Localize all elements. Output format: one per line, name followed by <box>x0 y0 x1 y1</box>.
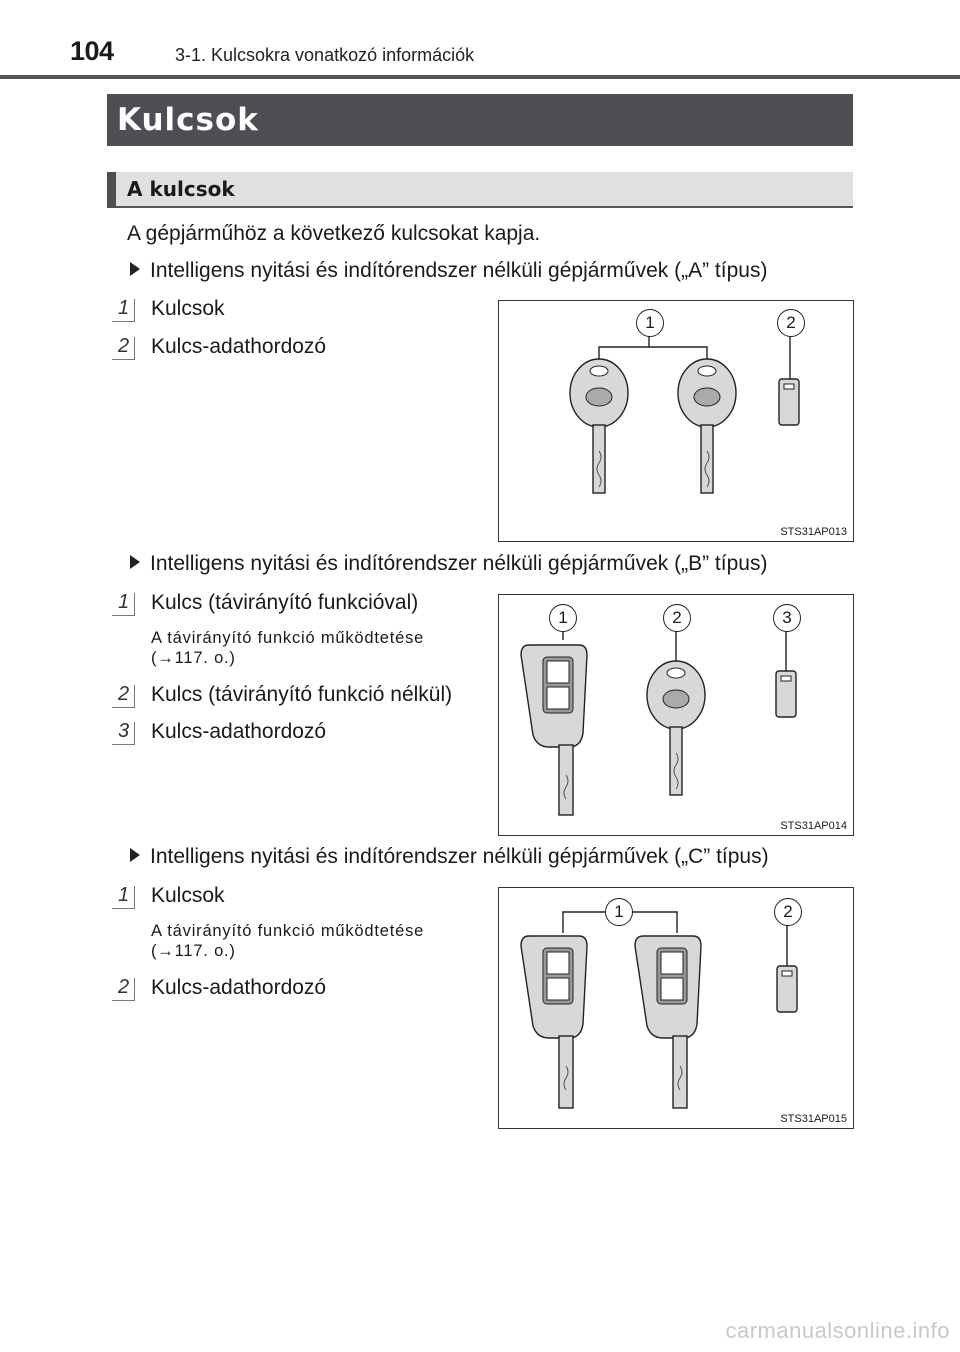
group-a-heading-text: Intelligens nyitási és indítórendszer nélküli gépjárművek („A” típus) <box>150 259 768 282</box>
callout: 1 <box>636 309 664 337</box>
subsection-title: A kulcsok <box>127 177 235 201</box>
item-label: Kulcs (távirányító funkcióval) <box>151 591 419 614</box>
triangle-bullet-icon <box>130 848 140 862</box>
key-icon <box>570 359 628 493</box>
item-label: Kulcsok <box>151 884 225 907</box>
remote-key-icon <box>521 645 587 815</box>
item-number: 1 <box>112 884 136 908</box>
subsection-title-bar <box>107 172 853 208</box>
item-label: Kulcsok <box>151 297 225 320</box>
remote-key-icon <box>635 936 701 1108</box>
item-number: 2 <box>112 976 136 1000</box>
figure-keys-type-b <box>498 594 854 836</box>
callout: 1 <box>605 898 633 926</box>
group-b-heading <box>130 552 767 576</box>
item-number: 1 <box>112 297 136 321</box>
item-number: 1 <box>112 591 136 615</box>
key-tag-icon <box>779 379 799 425</box>
header-rule <box>0 75 960 79</box>
triangle-bullet-icon <box>130 262 140 276</box>
callout: 3 <box>773 604 801 632</box>
key-tag-icon <box>777 966 797 1012</box>
key-icon <box>647 661 705 795</box>
watermark: carmanualsonline.info <box>725 1318 950 1343</box>
group-b-heading-text: Intelligens nyitási és indítórendszer nélküli gépjárművek („B” típus) <box>150 552 768 575</box>
item-note: A távirányító funkció működtetése (→117. o.) <box>151 922 425 960</box>
subsection-accent <box>107 172 116 208</box>
callout: 2 <box>777 309 805 337</box>
item-number: 2 <box>112 335 136 359</box>
figure-keys-type-c <box>498 887 854 1129</box>
key-tag-icon <box>776 671 796 717</box>
item-label: Kulcs (távirányító funkció nélkül) <box>151 683 453 706</box>
triangle-bullet-icon <box>130 555 140 569</box>
item-label: Kulcs-adathordozó <box>151 335 327 358</box>
key-icon <box>678 359 736 493</box>
item-note: A távirányító funkció működtetése (→117. o.) <box>151 629 425 667</box>
item-number: 3 <box>112 720 136 744</box>
group-a-heading <box>130 259 767 283</box>
figure-code: STS31AP013 <box>780 526 847 538</box>
callout: 2 <box>663 604 691 632</box>
remote-key-icon <box>521 936 587 1108</box>
callout: 2 <box>774 898 802 926</box>
figure-code: STS31AP014 <box>780 820 847 832</box>
figure-code: STS31AP015 <box>780 1113 847 1125</box>
page-number: 104 <box>70 36 114 66</box>
keys-illustration <box>499 888 853 1128</box>
intro-text: A gépjárműhöz a következő kulcsokat kapja. <box>127 222 541 245</box>
item-label: Kulcs-adathordozó <box>151 720 327 743</box>
group-c-heading <box>130 845 769 869</box>
section-title-bar <box>107 94 853 146</box>
callout: 1 <box>549 604 577 632</box>
keys-illustration <box>499 301 853 541</box>
breadcrumb: 3-1. Kulcsokra vonatkozó információk <box>175 45 475 65</box>
item-number: 2 <box>112 683 136 707</box>
section-title: Kulcsok <box>117 102 259 138</box>
item-label: Kulcs-adathordozó <box>151 976 327 999</box>
group-c-heading-text: Intelligens nyitási és indítórendszer nélküli gépjárművek („C” típus) <box>150 845 769 868</box>
figure-keys-type-a <box>498 300 854 542</box>
